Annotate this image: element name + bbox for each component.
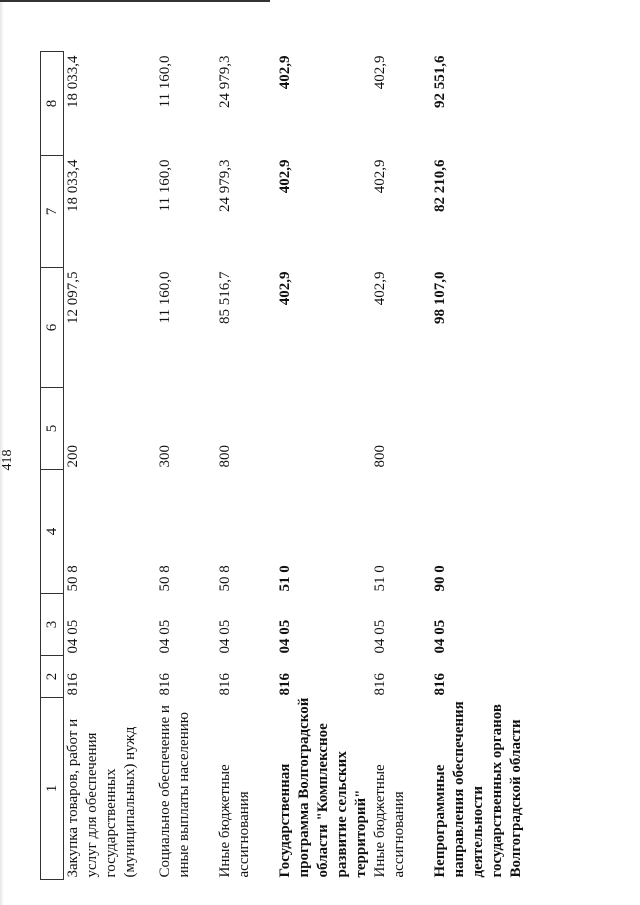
row-name: Закупка товаров, работ и услуг для обеспечения государственных (муниципальных) нужд (65, 718, 138, 878)
expense-type-code: 200 (65, 445, 81, 468)
section-code: 04 05 (217, 619, 233, 654)
section-code: 04 05 (277, 619, 293, 654)
ministry-code: 816 (217, 673, 233, 696)
col-header-1: 1 (41, 698, 64, 880)
col-header-4: 4 (41, 470, 64, 594)
target-article-code: 50 8 (65, 565, 81, 592)
amount-col-6: 12 097,5 (65, 271, 81, 324)
ministry-code: 816 (372, 673, 388, 696)
amount-col-6: 11 160,0 (157, 271, 173, 324)
amount-col-8: 92 551,6 (432, 55, 448, 108)
target-article-code: 51 0 (277, 565, 293, 592)
section-code: 04 05 (372, 619, 388, 654)
target-article-code: 50 8 (157, 565, 173, 592)
row-name: Иные бюджетные ассигнования (217, 764, 252, 878)
amount-col-7: 402,9 (372, 159, 388, 194)
table-row (276, 52, 371, 880)
ministry-code: 816 (65, 673, 81, 696)
expense-type-code (276, 388, 371, 470)
top-rule (0, 0, 270, 2)
ministry-code: 816 (157, 673, 173, 696)
amount-col-7: 402,9 (277, 159, 293, 194)
amount-col-8: 402,9 (277, 55, 293, 90)
budget-table (40, 51, 541, 880)
col-header-5: 5 (41, 388, 64, 470)
table-row (431, 52, 541, 880)
section-code: 04 05 (157, 619, 173, 654)
expense-type-code (431, 388, 541, 470)
ministry-code: 816 (432, 673, 448, 696)
page-number: 418 (0, 449, 15, 471)
row-name: Социальное обеспечение и иные выплаты населению (157, 705, 192, 878)
amount-col-8: 24 979,3 (217, 55, 233, 108)
expense-type-code: 800 (372, 445, 388, 468)
expense-type-code: 300 (157, 445, 173, 468)
col-header-6: 6 (41, 268, 64, 388)
section-code: 04 05 (432, 619, 448, 654)
amount-col-7: 24 979,3 (217, 159, 233, 212)
col-header-7: 7 (41, 156, 64, 268)
row-name: Непрограммные направления обеспечения деятельности государственных органов Волгоградской области (432, 701, 524, 878)
target-article-code: 90 0 (432, 565, 448, 592)
amount-col-7: 11 160,0 (157, 159, 173, 212)
section-code: 04 05 (65, 619, 81, 654)
header-row (41, 52, 64, 880)
expense-type-code: 800 (217, 445, 233, 468)
amount-col-7: 82 210,6 (432, 159, 448, 212)
amount-col-6: 402,9 (372, 271, 388, 306)
target-article-code: 50 8 (217, 565, 233, 592)
table-row (371, 52, 431, 880)
amount-col-8: 18 033,4 (65, 55, 81, 108)
amount-col-8: 11 160,0 (157, 55, 173, 108)
amount-col-6: 85 516,7 (217, 271, 233, 324)
amount-col-7: 18 033,4 (65, 159, 81, 212)
target-article-code: 51 0 (372, 565, 388, 592)
col-header-2: 2 (41, 656, 64, 698)
row-name: Государственная программа Волгоградской области "Комплексное развитие сельских территорий" (277, 697, 369, 878)
ministry-code: 816 (277, 673, 293, 696)
table-row (216, 52, 276, 880)
table-row (64, 52, 157, 880)
amount-col-6: 98 107,0 (432, 271, 448, 324)
amount-col-8: 402,9 (372, 55, 388, 90)
amount-col-6: 402,9 (277, 271, 293, 306)
table-row (156, 52, 216, 880)
row-name: Иные бюджетные ассигнования (372, 764, 407, 878)
rotated-page (0, 40, 600, 880)
col-header-3: 3 (41, 594, 64, 656)
col-header-8: 8 (41, 52, 64, 156)
